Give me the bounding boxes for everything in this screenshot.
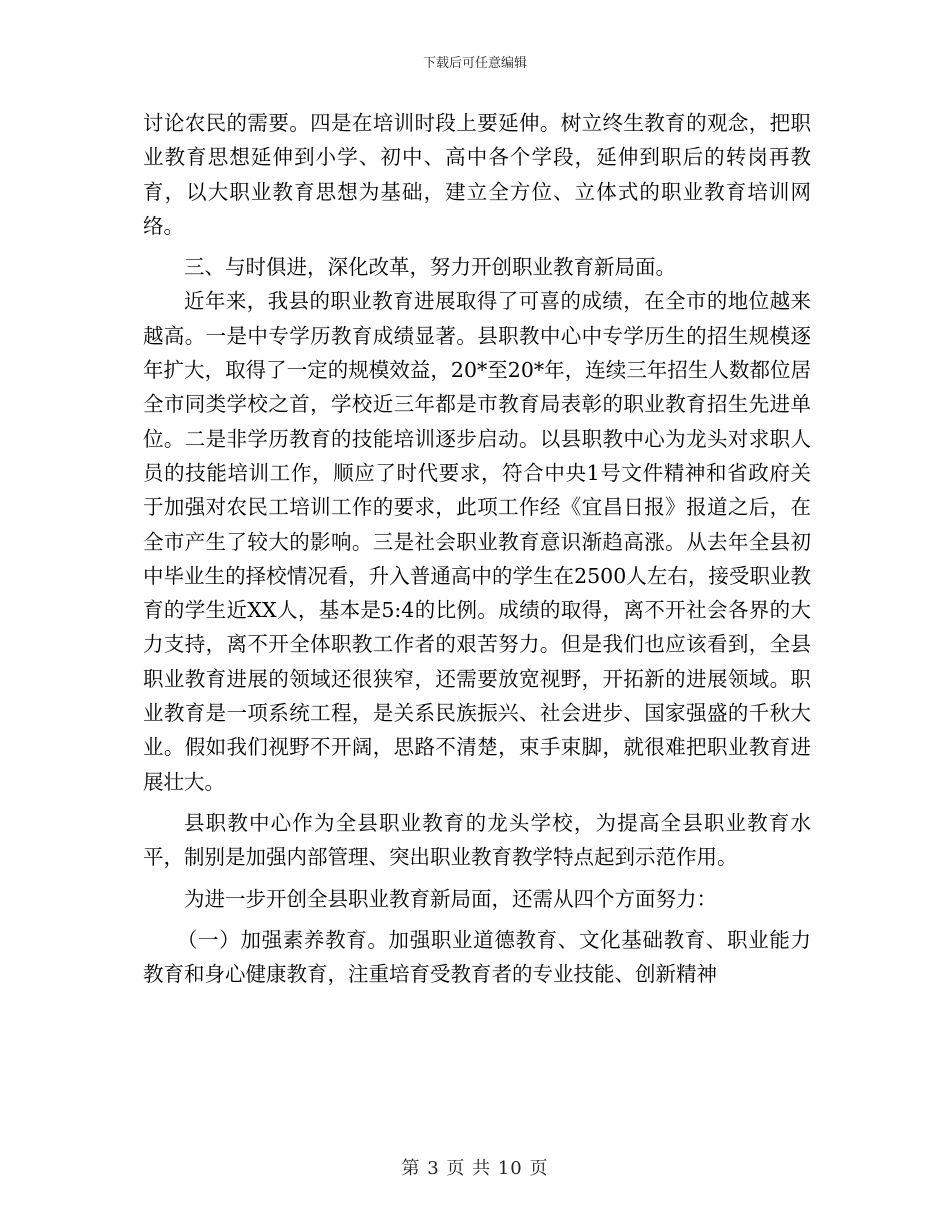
paragraph-quality-education: （一）加强素养教育。加强职业道德教育、文化基础教育、职业能力教育和身心健康教育，注重培育受教育者的专业技能、创新精神: [143, 927, 811, 987]
section-heading: 三、与时俱进，深化改革，努力开创职业教育新局面。: [184, 255, 676, 280]
paragraph-four-aspects: 为进一步开创全县职业教育新局面，还需从四个方面努力：: [184, 886, 717, 911]
paragraph-continuation: 讨论农民的需要。四是在培训时段上要延伸。树立终生教育的观念，把职业教育思想延伸到小学、初中、高中各个学段，延伸到职后的转岗再教育，以大职业教育思想为基础，建立全方位、立体式的职业教育培训网络。: [143, 111, 811, 238]
paragraph-leading-school: 县职教中心作为全县职业教育的龙头学校，为提高全县职业教育水平，制别是加强内部管理、突出职业教育教学特点起到示范作用。: [143, 810, 811, 870]
page-header: 下载后可任意编辑: [422, 56, 527, 71]
document-body: [143, 106, 811, 991]
page-footer: 第 3 页 共 10 页: [401, 1158, 549, 1179]
paragraph-achievements: 近年来，我县的职业教育进展取得了可喜的成绩，在全市的地位越来越高。一是中专学历教育成绩显著。县职教中心中专学历生的招生规模逐年扩大，取得了一定的规模效益，20*至20*年，连续三年招生人数都位居全市同类学校之首，学校近三年都是市教育局表彰的职业教育招生先进单位。二是非学历教育的技能培训逐步启动。以县职教中心为龙头对求职人员的技能培训工作，顺应了时代要求，符合中央1号文件精神和省政府关于加强对农民工培训工作的要求，此项工作经《宜昌日报》报道之后，在全市产生了较大的影响。三是社会职业教育意识渐趋高涨。从去年全县初中毕业生的择校情况看，升入普通高中的学生在2500人左右，接受职业教育的学生近XX人，基本是5:4的比例。成绩的取得，离不开社会各界的大力支持，离不开全体职教工作者的艰苦努力。但是我们也应该看到，全县职业教育进展的领域还很狭窄，还需要放宽视野，开拓新的进展领域。职业教育是一项系统工程，是关系民族振兴、社会进步、国家强盛的千秋大业。假如我们视野不开阔，思路不清楚，束手束脚，就很难把职业教育进展壮大。: [143, 289, 811, 794]
